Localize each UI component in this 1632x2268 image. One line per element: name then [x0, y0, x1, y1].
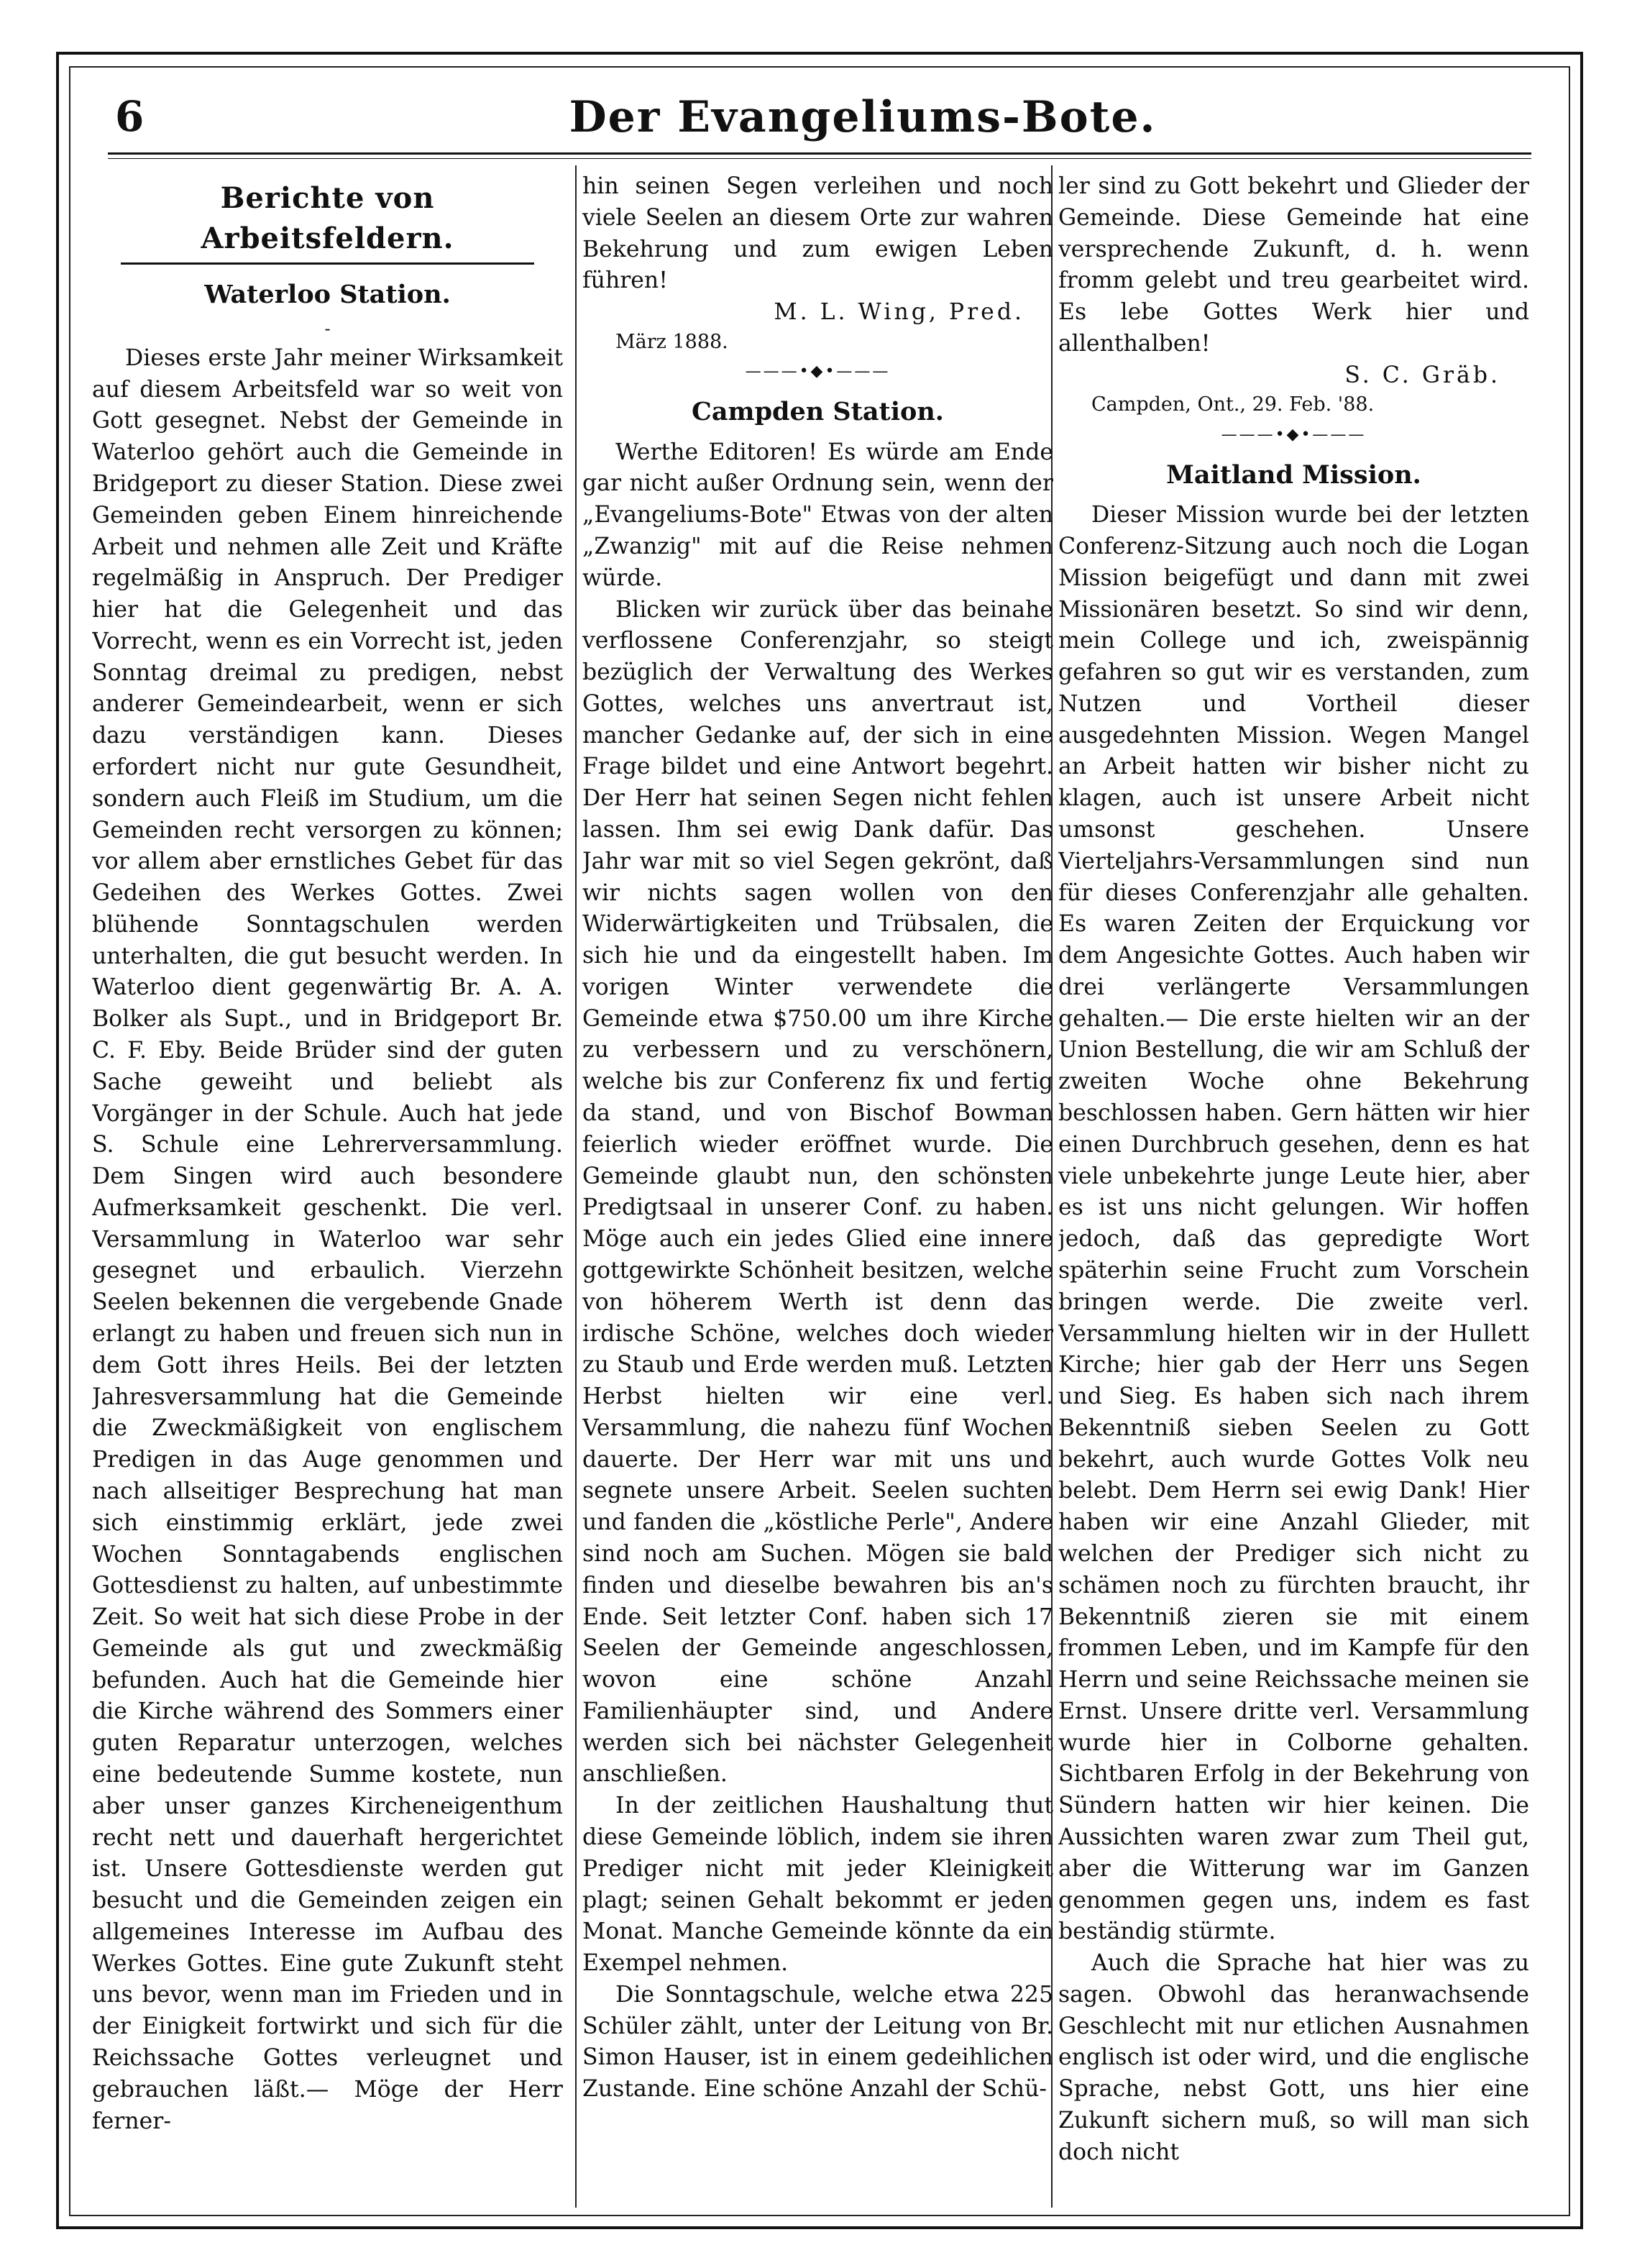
article-separator: ———•◆•——— — [1221, 425, 1367, 444]
header-rule-thin — [108, 158, 1531, 159]
column-2 — [582, 171, 1053, 2206]
masthead-title: Der Evangeliums-Bote. — [569, 92, 1157, 142]
column-3 — [1058, 171, 1529, 2206]
author-signature: M. L. Wing, Pred. — [774, 299, 1024, 326]
article-paragraph: Dieses erste Jahr meiner Wirksamkeit auf diesem Arbeitsfeld war so weit von Gott gesegnet. Nebst der Gemeinde in Waterloo gehört auch die Gemeinde in Bridgeport zu dieser Station. Diese zwei Gemeinden geben Einem hinreichende Arbeit und nehmen alle Zeit und Kräfte regelmäßig in Anspruch. Der Prediger hier hat die Gelegenheit und das Vorrecht, wenn es ein Vorrecht ist, jeden Sonntag dreimal zu predigen, nebst anderer Gemeindearbeit, wenn er sich dazu verständigen kann. Dieses erfordert nicht nur gute Gesundheit, sondern auch Fleiß im Studium, um die Gemeinden recht versorgen zu können; vor allem aber ernstliches Gebet für das Gedeihen des Werkes Gottes. Zwei blühende Sonntagschulen werden unterhalten, die gut besucht werden. In Waterloo dient gegenwärtig Br. A. A. Bolker als Supt., und in Bridgeport Br. C. F. Eby. Beide Brüder sind der guten Sache geweiht und beliebt als Vorgänger in der Schule. Auch hat jede S. Schule eine Lehrerversammlung. Dem Singen wird auch besondere Aufmerksamkeit geschenkt. Die verl. Versammlung in Waterloo war sehr gesegnet und erbaulich. Vierzehn Seelen bekennen die vergebende Gnade erlangt zu haben und freuen sich nun in dem Gott ihres Heils. Bei der letzten Jahresversammlung hat die Gemeinde die Zweckmäßigkeit von englischem Predigen in das Auge genommen und nach allseitiger Besprechung hat man sich einstimmig erklärt, jede zwei Wochen Sonntagabends englischen Gottesdienst zu halten, auf unbestimmte Zeit. So weit hat sich diese Probe in der Gemeinde als gut und zweckmäßig befunden. Auch hat die Gemeinde hier die Kirche während des Sommers einer guten Reparatur unterzogen, welches eine bedeutende Summe kostete, nun aber unser ganzes Kircheneigenthum recht nett und dauerhaft hergerichtet ist. Unsere Gottesdienste werden gut besucht und die Gemeinden zeigen ein allgemeines Interesse im Aufbau des Werkes Gottes. Eine gute Zukunft steht uns bevor, wenn man im Frieden und in der Einigkeit fortwirkt und sich für die Reichssache Gottes verleugnet und gebrauchen läßt.— Möge der Herr ferner- — [92, 344, 563, 2134]
header-rule — [108, 152, 1531, 155]
article-paragraph: Auch die Sprache hat hier was zu sagen. Obwohl das heranwachsende Geschlecht mit nur etlichen Ausnahmen englisch ist oder wird, und die englische Sprache, nebst Gott, uns hier eine Zukunft sichern muß, so will man sich doch nicht — [1058, 1950, 1529, 2165]
section-title-rule — [121, 262, 534, 265]
column-divider-1 — [575, 165, 577, 2208]
article-paragraph: Dieser Mission wurde bei der letzten Conferenz-Sitzung auch noch die Logan Mission beigefügt und dann mit zwei Missionären besetzt. So sind wir denn, mein College und ich, zweispännig gefahren so gut wir es verstanden, zum Nutzen und Vortheil dieser ausgedehnten Mission. Wegen Mangel an Arbeit hatten wir bisher nicht zu klagen, auch ist unsere Arbeit nicht umsonst geschehen. Unsere Vierteljahrs-Versammlungen sind nun für dieses Conferenzjahr alle gehalten. Es waren Zeiten der Erquickung vor dem Angesichte Gottes. Auch haben wir drei verlängerte Versammlungen gehalten.— Die erste hielten wir an der Union Bestellung, die wir am Schluß der zweiten Woche ohne Bekehrung beschlossen haben. Gern hätten wir hier einen Durchbruch gesehen, denn es hat viele unbekehrte junge Leute hier, aber es ist uns nicht gelungen. Wir hoffen jedoch, daß das gepredigte Wort späterhin seine Frucht zum Vorschein bringen werde. Die zweite verl. Versammlung hielten wir in der Hullett Kirche; hier gab der Herr uns Segen und Sieg. Es haben sich nach ihrem Bekenntniß sieben Seelen zu Gott bekehrt, auch wurde Gottes Volk neu belebt. Dem Herrn sei ewig Dank! Hier haben wir eine Anzahl Glieder, mit welchen der Prediger sich nicht zu schämen noch zu fürchten braucht, ihr Bekenntniß zieren sie mit einem frommen Leben, und im Kampfe für den Herrn und seine Reichssache meinen sie Ernst. Unsere dritte verl. Versammlung wurde hier in Colborne gehalten. Sichtbaren Erfolg in der Bekehrung von Sündern hatten wir hier keinen. Die Aussichten waren zwar zum Theil gut, aber die Witterung war im Ganzen genommen gegen uns, indem es fast beständig stürmte. — [1058, 502, 1529, 1945]
article-paragraph: Blicken wir zurück über das beinahe verflossene Conferenzjahr, so steigt bezüglich der Verwaltung des Werkes Gottes, welches uns anvertraut ist, mancher Gedanke auf, der sich in eine Frage bildet und eine Antwort begehrt. Der Herr hat seinen Segen nicht fehlen lassen. Ihm sei ewig Dank dafür. Das Jahr war mit so viel Segen gekrönt, daß wir nichts sagen wollen von den Widerwärtigkeiten und Trübsalen, die sich hie und da eingestellt haben. Im vorigen Winter verwendete die Gemeinde etwa $750.00 um ihre Kirche zu verbessern und zu verschönern, welche bis zur Conferenz fix und fertig da stand, und von Bischof Bowman feierlich wieder eröffnet wurde. Die Gemeinde glaubt nun, den schönsten Predigtsaal in unserer Conf. zu haben. Möge auch ein jedes Glied eine innere gottgewirkte Schönheit besitzen, welche von höherem Werth ist denn das irdische Schöne, welches doch wieder zu Staub und Erde werden muß. Letzten Herbst hielten wir eine verl. Versammlung, die nahezu fünf Wochen dauerte. Der Herr war mit uns und segnete unsere Arbeit. Seelen suchten und fanden die „köstliche Perle", Andere sind noch am Suchen. Mögen sie bald finden und dieselbe bewahren bis an's Ende. Seit letzter Conf. haben sich 17 Seelen der Gemeinde angeschlossen, wovon eine schöne Anzahl Familienhäupter sind, und Andere werden sich bei nächster Gelegenheit anschließen. — [582, 596, 1053, 1788]
title-dash: - — [324, 318, 331, 339]
article-paragraph: ler sind zu Gott bekehrt und Glieder der Gemeinde. Diese Gemeinde hat eine versprechende Zukunft, d. h. wenn fromm gelebt und treu gearbeitet wird. Es lebe Gottes Werk hier und allenthalben! — [1058, 173, 1529, 357]
article-separator: ———•◆•——— — [745, 362, 891, 381]
article-paragraph: In der zeitlichen Haushaltung thut diese Gemeinde löblich, indem sie ihren Prediger nicht mit jeder Kleinigkeit plagt; seinen Gehalt bekommt er jeden Monat. Manche Gemeinde könnte da ein Exempel nehmen. — [582, 1793, 1053, 1977]
article-paragraph: Werthe Editoren! Es würde am Ende gar nicht außer Ordnung sein, wenn der „Evangeliums-Bote" Etwas von der alten „Zwanzig" mit auf die Reise nehmen würde. — [582, 439, 1053, 591]
article-title-waterloo: Waterloo Station. — [204, 280, 451, 310]
article-paragraph: Die Sonntagschule, welche etwa 225 Schüler zählt, unter der Leitung von Br. Simon Hauser, ist in einem gedeihlichen Zustande. Eine schöne Anzahl der Schü- — [582, 1981, 1053, 2103]
article-paragraph: hin seinen Segen verleihen und noch viele Seelen an diesem Orte zur wahren Bekehrung und zum ewigen Leben führen! — [582, 173, 1053, 294]
section-title: Berichte von Arbeitsfeldern. — [201, 181, 454, 255]
author-signature: S. C. Gräb. — [1344, 362, 1500, 388]
page-number: 6 — [115, 92, 145, 141]
article-title-maitland: Maitland Mission. — [1166, 459, 1421, 490]
column-1 — [92, 171, 563, 2206]
dateline: Campden, Ont., 29. Feb. '88. — [1091, 393, 1375, 416]
dateline: März 1888. — [615, 330, 728, 353]
article-title-campden: Campden Station. — [692, 397, 944, 426]
